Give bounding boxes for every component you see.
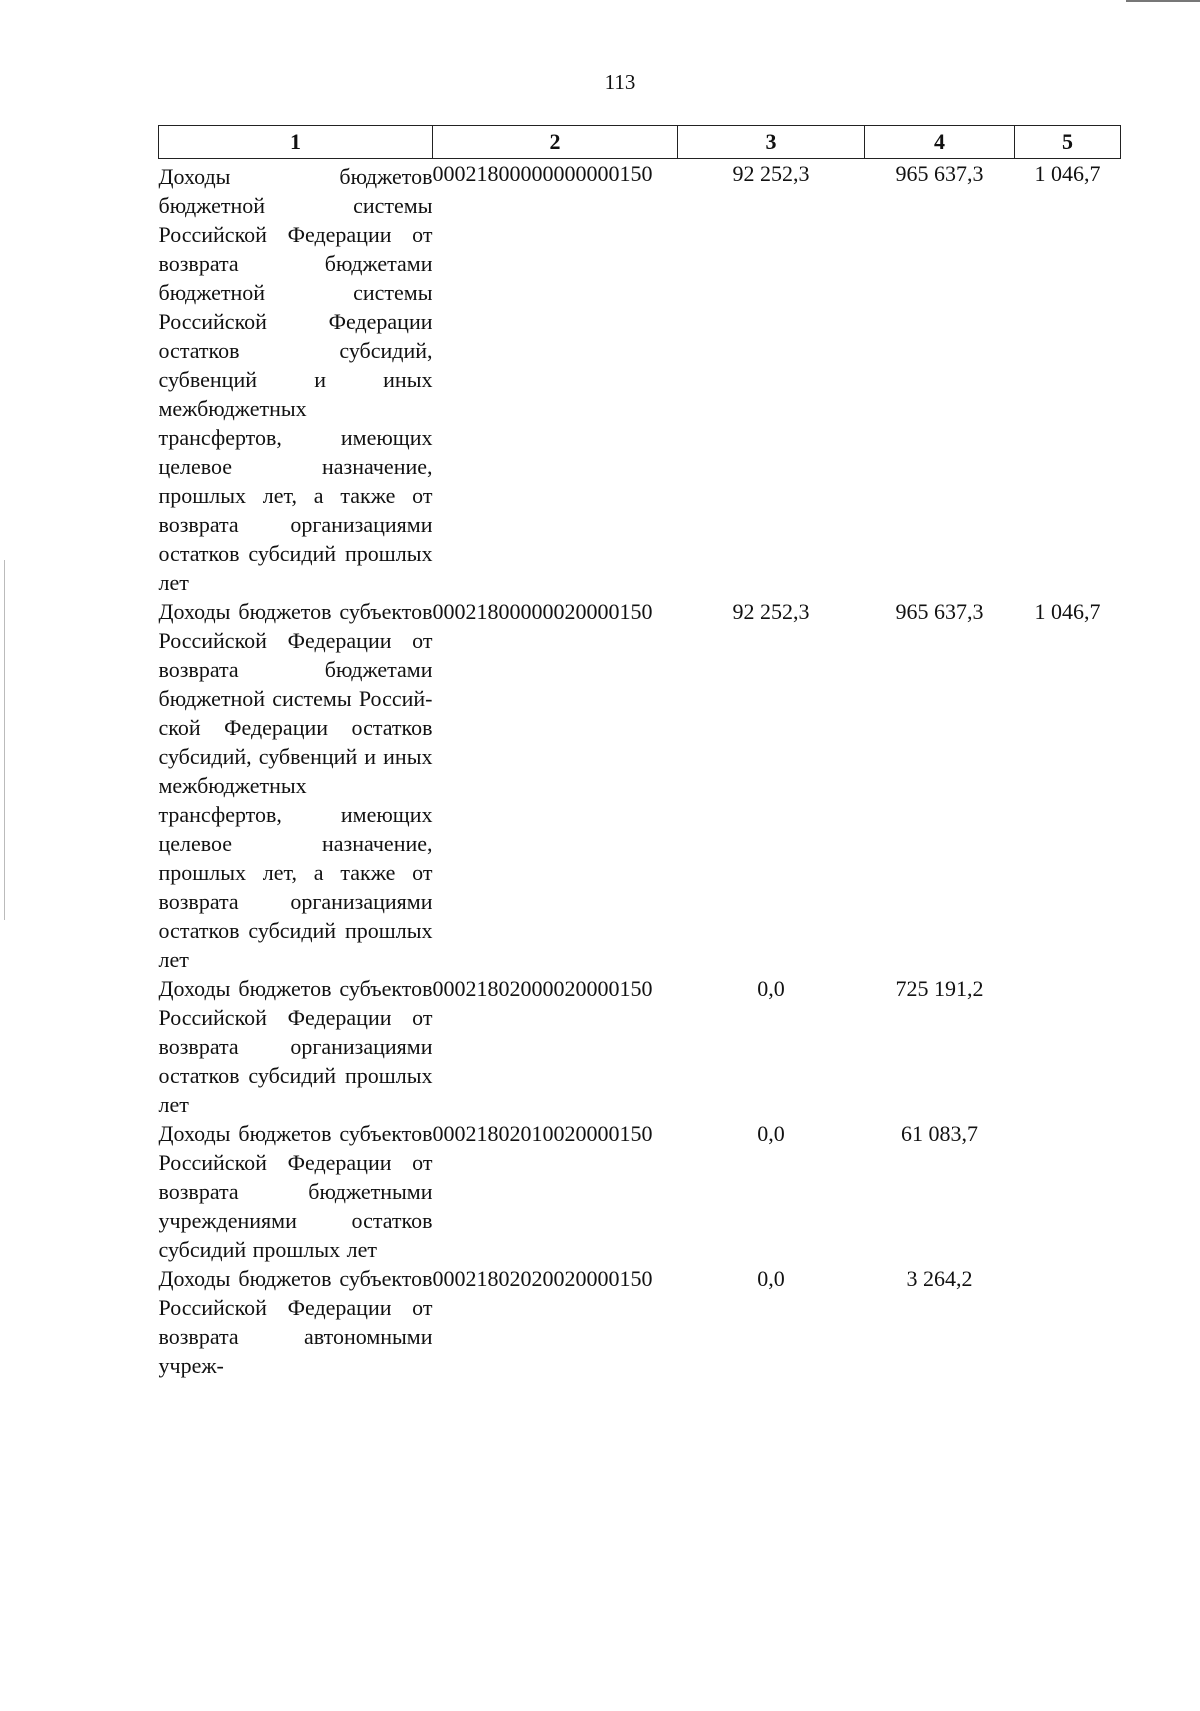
row-description: Доходы бюджетов субъектов Российской Федерации от возврата бюджетами бюджетной системы Российской Федерации остатков субсидий, субвенций и иных межбюджетных трансфертов, имеющих целевое назначение, прошлых лет, а также от возврата организациями остатков субсидий прошлых лет [158,599,433,972]
row-col5-value [1015,1119,1121,1264]
page-number: 113 [604,70,636,94]
table-row [159,1119,1121,1264]
row-col3-value: 92 252,3 [732,161,810,186]
header-col-2: 2 [433,126,678,159]
table-row [159,974,1121,1119]
row-description: Доходы бюджетов субъектов Российской Федерации от возврата организациями остатков субсидий прошлых лет [158,976,433,1117]
row-col3-value: 92 252,3 [732,599,810,624]
row-code: 00021800000020000150 [432,599,653,624]
row-col3-value: 0,0 [757,1121,785,1146]
header-row [159,126,1121,159]
header-col-4: 4 [865,126,1015,159]
row-code: 00021802020020000150 [432,1266,653,1291]
row-col4-value: 965 637,3 [895,599,984,624]
header-col-1: 1 [159,126,433,159]
row-col5-value [1015,1264,1121,1380]
scan-edge-mark [1126,0,1200,2]
row-col3-value: 0,0 [757,976,785,1001]
row-description: Доходы бюджетов субъектов Российской Федерации от возврата автономными учреж- [158,1266,433,1378]
row-col4-value: 61 083,7 [901,1121,978,1146]
row-code: 00021800000000000150 [432,161,653,186]
scan-edge-shadow [4,560,5,920]
table-row [159,159,1121,598]
row-description: Доходы бюджетов субъектов Российской Федерации от возврата бюджетными учреждениями остатков субсидий прошлых лет [158,1121,433,1262]
row-code: 00021802010020000150 [432,1121,653,1146]
row-description: Доходы бюджетов бюджетной системы Российской Федерации от возврата бюджетами бюджетной системы Российской Федерации остатков субсидий, субвенций и иных межбюджетных трансфертов, имеющих целевое назначение, прошлых лет, а также от возврата организациями остатков субсидий прошлых лет [158,164,433,595]
row-col5-value: 1 046,7 [1034,599,1101,624]
budget-revenue-table [158,125,1121,1380]
table-row [159,1264,1121,1380]
row-col4-value: 725 191,2 [895,976,984,1001]
row-code: 00021802000020000150 [432,976,653,1001]
table-row [159,597,1121,974]
row-col3-value: 0,0 [757,1266,785,1291]
row-col4-value: 965 637,3 [895,161,984,186]
row-col5-value [1015,974,1121,1119]
row-col4-value: 3 264,2 [906,1266,973,1291]
header-col-3: 3 [678,126,865,159]
row-col5-value: 1 046,7 [1034,161,1101,186]
header-col-5: 5 [1015,126,1121,159]
